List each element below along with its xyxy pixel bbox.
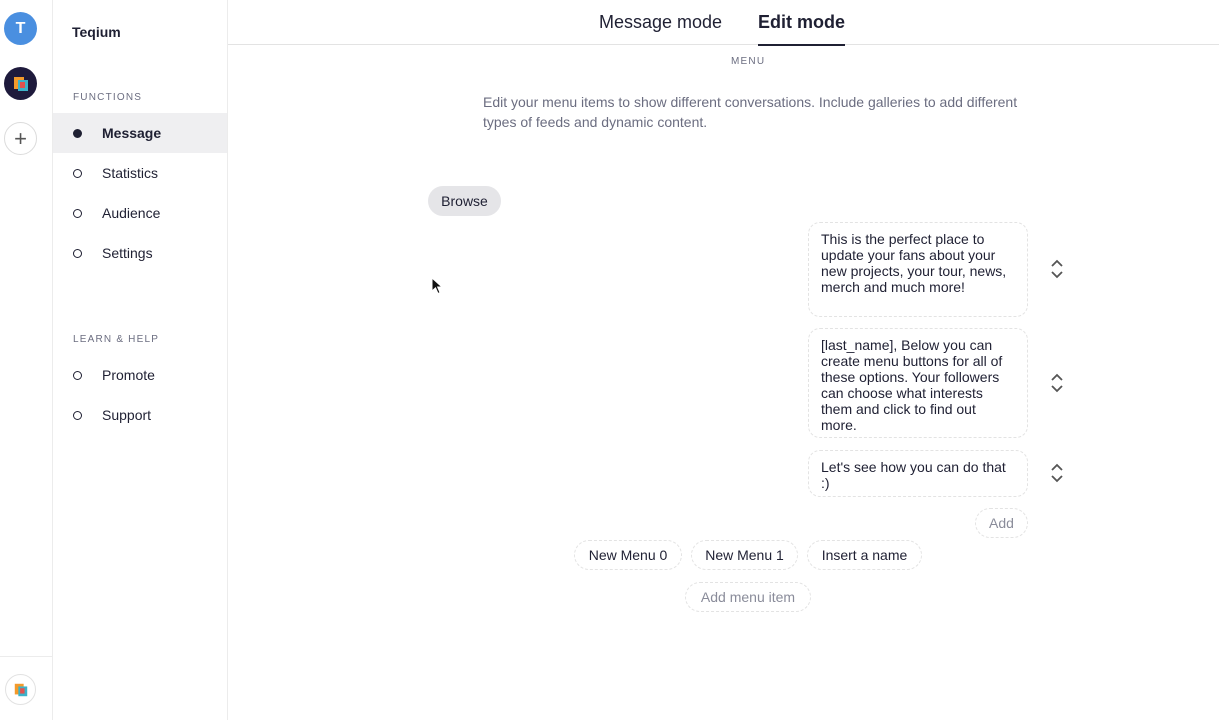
sidebar-item-label: Audience — [102, 205, 161, 221]
tab-message-mode[interactable]: Message mode — [599, 12, 723, 32]
sidebar-item-message[interactable] — [53, 113, 227, 153]
mouse-pointer-icon — [431, 277, 443, 300]
menu-item-button[interactable]: New Menu 1 — [691, 540, 798, 570]
menu-item-button[interactable]: Insert a name — [807, 540, 922, 570]
radio-dot-icon — [73, 371, 82, 380]
radio-dot-icon — [73, 169, 82, 178]
sidebar-item-label: Settings — [102, 245, 153, 261]
sidebar-item-settings[interactable] — [53, 233, 227, 273]
brand-name: Teqium — [72, 24, 121, 40]
menu-item-button[interactable]: New Menu 0 — [574, 540, 682, 570]
learn-section-label: LEARN & HELP — [73, 334, 160, 345]
sidebar-item-label: Support — [102, 407, 152, 423]
radio-dot-icon — [73, 129, 82, 138]
radio-dot-icon — [73, 411, 82, 420]
app-icon[interactable] — [4, 67, 37, 100]
reorder-handle-icon[interactable] — [1049, 258, 1065, 280]
message-bubble[interactable]: [last_name], Below you can create menu buttons for all of these options. Your followers can choose what interests them and click to find out more. — [808, 328, 1028, 438]
browse-button[interactable]: Browse — [428, 186, 501, 216]
sidebar-item-statistics[interactable] — [53, 153, 227, 193]
workspace-rail — [0, 0, 53, 720]
functions-section-label: FUNCTIONS — [73, 92, 143, 103]
message-bubble[interactable]: Let's see how you can do that :) — [808, 450, 1028, 497]
sidebar-item-label: Promote — [102, 367, 155, 383]
app-small-icon[interactable] — [5, 674, 36, 705]
sidebar-item-label: Message — [102, 125, 162, 141]
sidebar-item-support[interactable] — [53, 395, 227, 435]
radio-dot-icon — [73, 209, 82, 218]
radio-dot-icon — [73, 249, 82, 258]
sidebar-item-audience[interactable] — [53, 193, 227, 233]
add-menu-item-button[interactable]: Add menu item — [685, 582, 811, 612]
message-bubble[interactable]: This is the perfect place to update your fans about your new projects, your tour, news, merch and much more! — [808, 222, 1028, 317]
plus-icon: + — [14, 125, 27, 151]
reorder-handle-icon[interactable] — [1049, 372, 1065, 394]
add-workspace-icon[interactable] — [4, 122, 37, 155]
add-message-button[interactable]: Add — [975, 508, 1028, 538]
sidebar-item-label: Statistics — [102, 165, 159, 181]
sidebar-item-promote[interactable] — [53, 355, 227, 395]
tab-edit-mode[interactable]: Edit mode — [758, 0, 845, 45]
rail-footer — [0, 656, 52, 720]
sidebar — [53, 0, 228, 720]
mode-tabs — [228, 0, 1219, 45]
menu-section-label: MENU — [731, 56, 766, 67]
menu-description: Edit your menu items to show different conversations. Include galleries to add different types of feeds and dynamic content. — [483, 94, 1018, 130]
reorder-handle-icon[interactable] — [1049, 462, 1065, 484]
workspace-avatar[interactable]: T — [4, 12, 37, 45]
